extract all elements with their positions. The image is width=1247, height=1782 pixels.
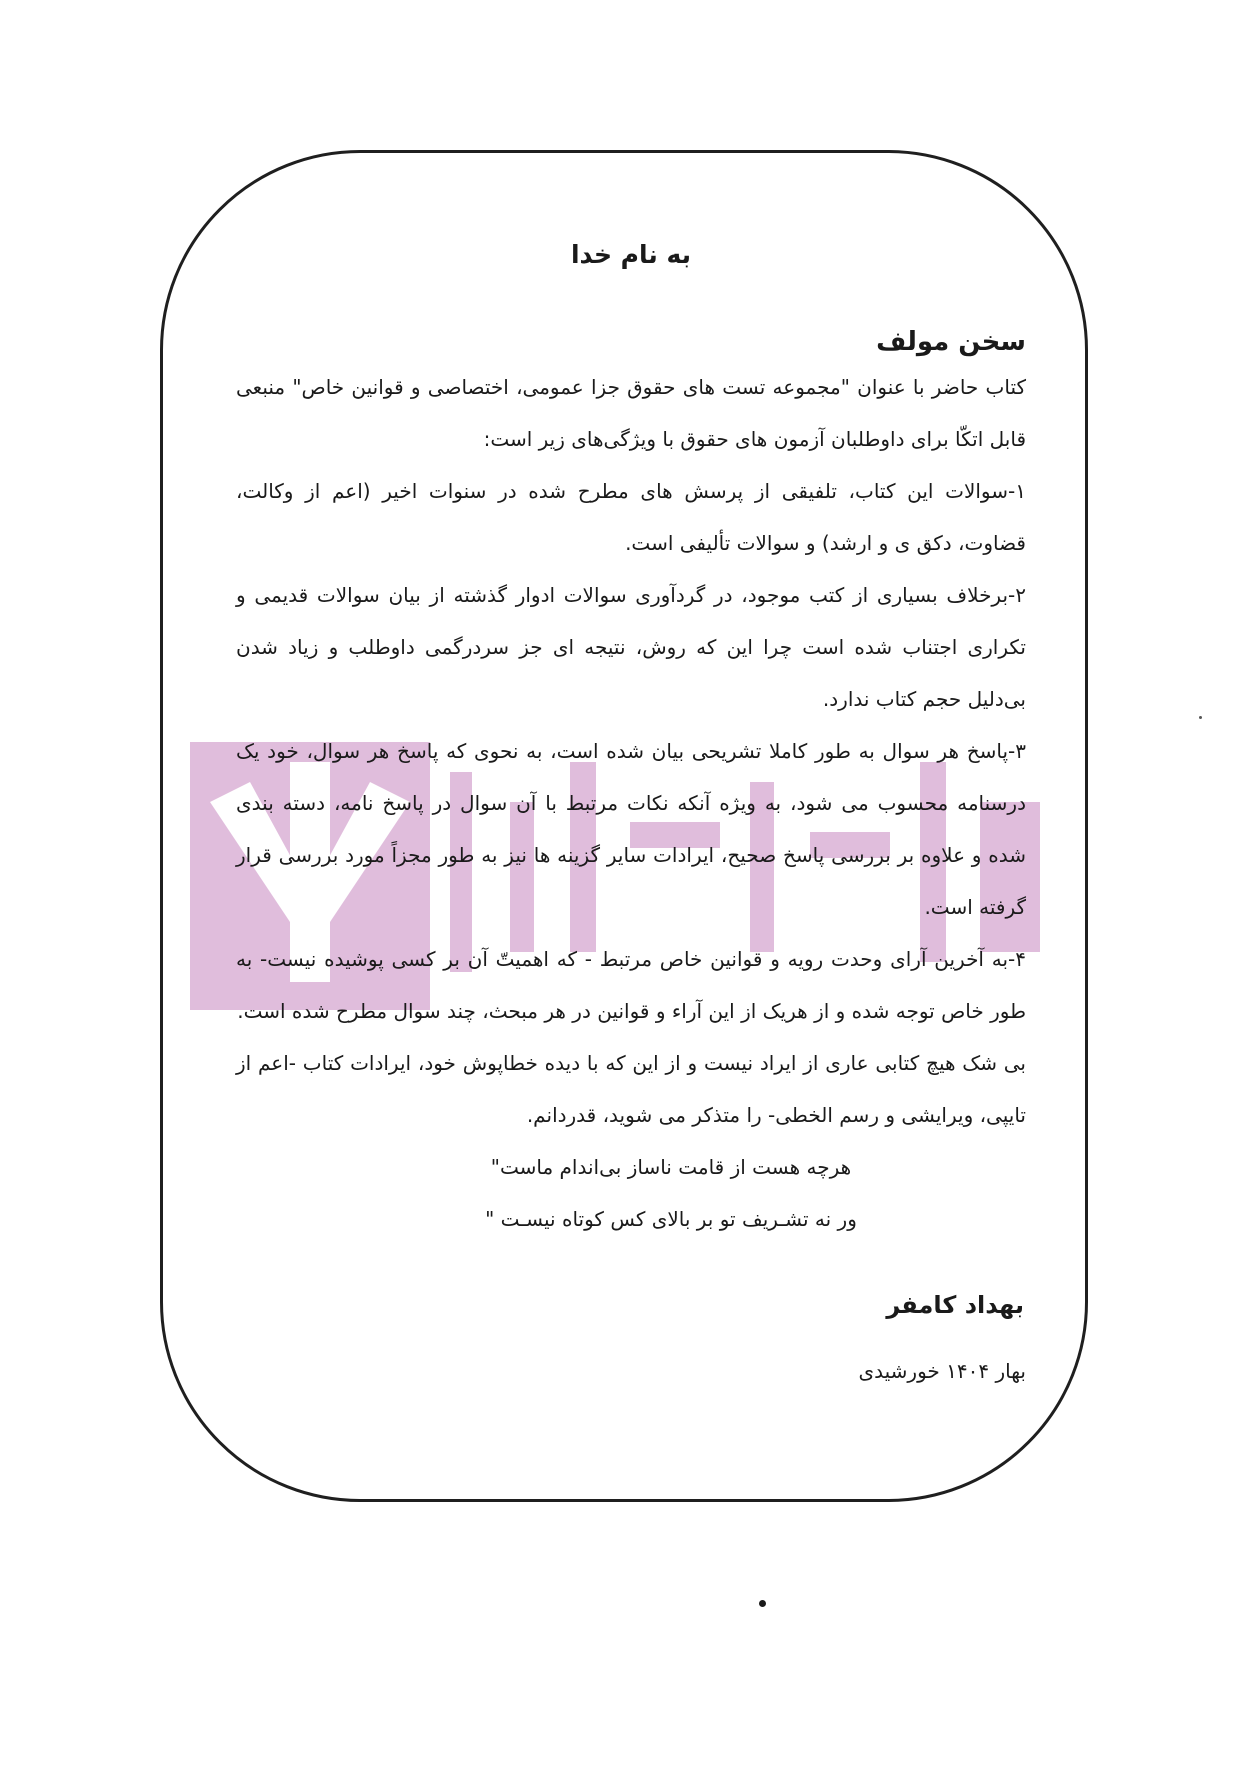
document-body xyxy=(236,240,1026,1383)
preface-paragraph-3: ۳-پاسخ هر سوال به طور کاملا تشریحی بیان شده است، به نحوی که پاسخ هر سوال، خود یک درسنامه محسوب می شود، به ویژه آنکه نکات مرتبط با آن سوال در پاسخ نامه، دسته بندی شده و علاوه بر بررسی پاسخ صحیح، ایرادات سایر گزینه ها نیز به طور مجزاً مورد بررسی قرار گرفته است. xyxy=(236,739,1026,919)
page-number-mark xyxy=(759,1600,766,1607)
preface-paragraph-2: ۲-برخلاف بسیاری از کتب موجود، در گردآوری سوالات ادوار گذشته از بیان سوالات قدیمی و تکراری اجتناب شده است چرا این که روش، نتیجه ای جز سردرگمی داوطلب و زیاد شدن بی‌دلیل حجم کتاب ندارد. xyxy=(236,583,1026,711)
scan-speck xyxy=(1199,716,1202,719)
preface-paragraph-4: ۴-به آخرین آرای وحدت رویه و قوانین خاص مرتبط - که اهمیتّ آن بر کسی پوشیده نیست- به طور خاص توجه شده و از هریک از این آراء و قوانین در هر مبحث، چند سوال مطرح شده است. xyxy=(236,947,1026,1023)
poem-line-2: ور نه تشـریف تو بر بالای کس کوتاه نیسـت " xyxy=(485,1207,857,1231)
author-name: بهداد کامفر xyxy=(886,1291,1024,1319)
preface-paragraph-1: ۱-سوالات این کتاب، تلفیقی از پرسش های مطرح شده در سنوات اخیر (اعم از وکالت، قضاوت، دکق ی و ارشد) و سوالات تألیفی است. xyxy=(236,479,1026,555)
basmala-heading: به نام خدا xyxy=(570,240,692,269)
preface-paragraph-closing: بی شک هیچ کتابی عاری از ایراد نیست و از این که با دیده خطاپوش خود، ایرادات کتاب -اعم از تایپی، ویرایشی و رسم الخطی- را متذکر می شوید، قدردانم. xyxy=(236,1051,1026,1127)
preface-date: بهار ۱۴۰۴ خورشیدی xyxy=(858,1359,1026,1383)
preface-paragraph-intro: کتاب حاضر با عنوان "مجموعه تست های حقوق جزا عمومی، اختصاصی و قوانین خاص" منبعی قابل اتکّا برای داوطلبان آزمون های حقوق با ویژگی‌های زیر است: xyxy=(236,375,1026,451)
poem-line-1: هرچه هست از قامت ناساز بی‌اندام ماست" xyxy=(490,1155,852,1179)
author-preface-title: سخن مولف xyxy=(876,327,1026,357)
